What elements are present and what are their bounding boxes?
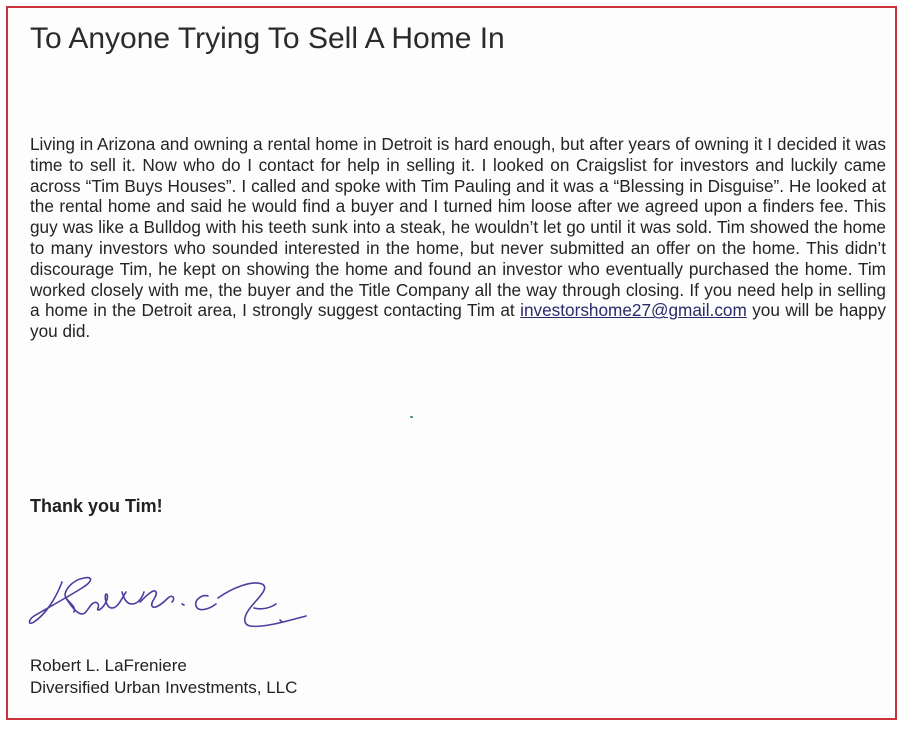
handwritten-signature	[22, 568, 312, 650]
email-link[interactable]: investorshome27@gmail.com	[520, 300, 747, 321]
closing-line: Thank you Tim!	[30, 496, 163, 516]
scan-speck	[410, 416, 413, 418]
letter-body-text: Living in Arizona and owning a rental home in Detroit is hard enough, but after years of owning it I decided it was time to sell it. Now who do I contact for help in selling it. I looked on Craigslist for investors and luckily came across “Tim Buys Houses”. I called and spoke with Tim Pauling and it was a “Blessing in Disguise”. He looked at the rental home and said he would find a buyer and I turned him loose after we agreed upon a finders fee. This guy was like a Bulldog with his teeth sunk into a steak, he wouldn’t let go until it was sold. Tim showed the home to many investors who sounded interested in the home, but never submitted an offer on the home. This didn’t discourage Tim, he kept on showing the home and found an investor who eventually purchased the home. Tim worked closely with me, the buyer and the Title Company all the way through closing. If you need help in selling a home in the Detroit area, I strongly suggest contacting Tim at	[30, 134, 886, 321]
letter-body	[30, 134, 886, 342]
letter-page	[6, 6, 897, 720]
letter-title: To Anyone Trying To Sell A Home In	[30, 22, 505, 55]
signer-name: Robert L. LaFreniere	[30, 656, 187, 675]
signer-company: Diversified Urban Investments, LLC	[30, 678, 298, 697]
letter-body-tail: you will be happy you did.	[30, 300, 886, 342]
